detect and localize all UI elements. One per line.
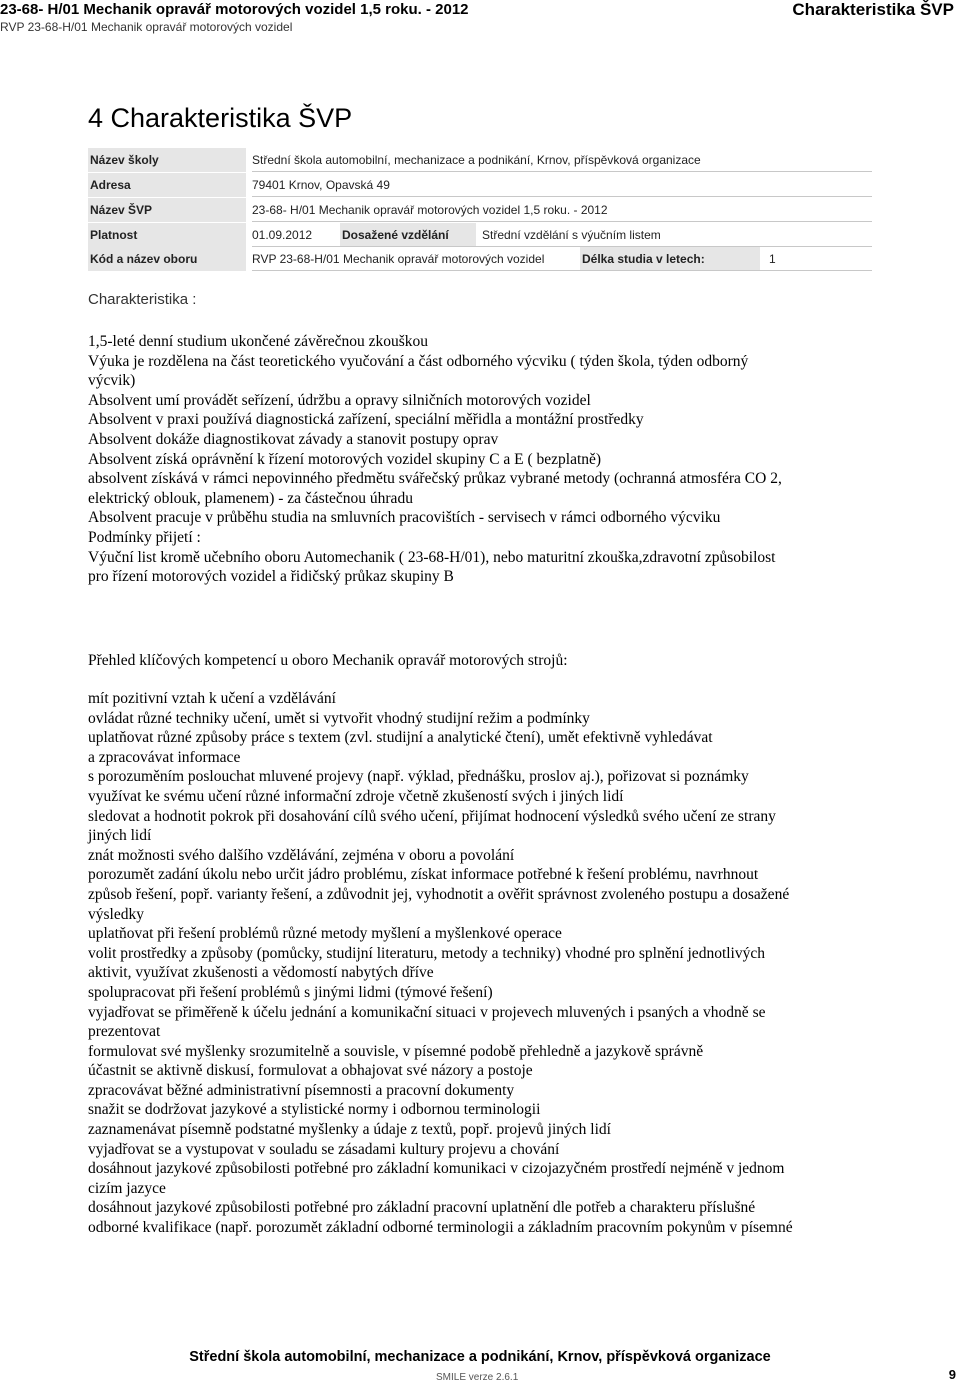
info-row-svp bbox=[88, 198, 872, 222]
text-line: Absolvent získá oprávnění k řízení motorových vozidel skupiny C a E ( bezplatně) bbox=[88, 450, 602, 468]
competence-line: znát možnosti svého dalšího vzdělávání, zejména v oboru a povolání bbox=[88, 846, 515, 864]
competence-line: a zpracovávat informace bbox=[88, 748, 241, 766]
competence-line: vyjadřovat se přiměřeně k účelu jednání a komunikační situaci v projevech mluvených i psaných a vhodně se bbox=[88, 1003, 766, 1021]
duration-label-cell bbox=[580, 247, 760, 271]
competence-line: snažit se dodržovat jazykové a stylistické normy i odbornou terminologii bbox=[88, 1101, 541, 1119]
competence-line: spolupracovat při řešení problémů s jinými lidmi (týmové řešení) bbox=[88, 983, 493, 1001]
header-section-name: Charakteristika ŠVP bbox=[792, 0, 954, 19]
competence-line: ovládat různé techniky učení, umět si vytvořit vhodný studijní režim a podmínky bbox=[88, 709, 590, 727]
row-divider bbox=[252, 196, 872, 197]
label-cell bbox=[88, 247, 246, 271]
text-line: absolvent získává v rámci nepovinného předmětu svářečský průkaz vybrané metody (ochranná atmosféra CO 2, bbox=[88, 470, 782, 488]
competences-heading-text: Přehled klíčových kompetencí u oboro Mechanik opravář motorových strojů: bbox=[88, 652, 568, 669]
label-cell bbox=[88, 148, 246, 172]
competence-line: způsob řešení, popř. varianty řešení, a zdůvodnit jej, vyhodnotit a ověřit správnost zvoleného postupu a dosažené bbox=[88, 885, 790, 903]
competence-line: formulovat své myšlenky srozumitelně a souvisle, v písemné podobě přehledně a jazykově správně bbox=[88, 1042, 704, 1060]
competence-line: aktivit, využívat zkušenosti a vědomostí nabytých dříve bbox=[88, 964, 434, 982]
competence-line: uplatňovat při řešení problémů různé metody myšlení a myšlenkové operace bbox=[88, 925, 562, 943]
row-divider bbox=[252, 270, 872, 271]
school-value: Střední škola automobilní, mechanizace a podnikání, Krnov, příspěvková organizace bbox=[252, 153, 701, 167]
row-divider bbox=[252, 221, 872, 222]
validity-value: 01.09.2012 bbox=[252, 228, 313, 242]
header-program-title: 23-68- H/01 Mechanik opravář motorových vozidel 1,5 roku. - 2012 bbox=[0, 1, 469, 18]
field-label: Kód a název oboru bbox=[90, 252, 198, 266]
competence-line: odborné kvalifikace (např. porozumět základní odborné terminologii a základním pracovním pokynům v písemné bbox=[88, 1219, 793, 1237]
competence-line: výsledky bbox=[88, 905, 144, 923]
competences-heading bbox=[88, 651, 872, 671]
competence-line: prezentovat bbox=[88, 1023, 161, 1041]
text-line: Absolvent dokáže diagnostikovat závady a stanovit postupy oprav bbox=[88, 430, 499, 448]
text-line: Výuční list kromě učebního oboru Automechanik ( 23-68-H/01), nebo maturitní zkouška,zdravotní způsobilost bbox=[88, 548, 776, 566]
header-rvp-title: RVP 23-68-H/01 Mechanik opravář motorových vozidel bbox=[0, 20, 293, 34]
text-line: pro řízení motorových vozidel a řidičský průkaz skupiny B bbox=[88, 568, 454, 586]
duration-value: 1 bbox=[769, 252, 776, 266]
competences-list bbox=[88, 689, 872, 1238]
label-cell bbox=[88, 198, 246, 222]
page-title: 4 Charakteristika ŠVP bbox=[88, 103, 353, 133]
page-header bbox=[0, 0, 960, 36]
competence-line: sledovat a hodnotit pokrok při dosahování cílů svého učení, přijímat hodnocení výsledků svého učení ze strany bbox=[88, 807, 776, 825]
field-value: RVP 23-68-H/01 Mechanik opravář motorových vozidel bbox=[252, 252, 545, 266]
competence-line: zpracovávat běžné administrativní písemnosti a pracovní dokumenty bbox=[88, 1081, 515, 1099]
text-line: Absolvent pracuje v průběhu studia na smluvních pracovištích - servisech v rámci odborného výcviku bbox=[88, 509, 721, 527]
label-cell bbox=[88, 173, 246, 197]
characteristics-heading: Charakteristika : bbox=[88, 291, 197, 308]
text-line: 1,5-leté denní studium ukončené závěrečnou zkouškou bbox=[88, 333, 429, 350]
text-line: Podmínky přijetí : bbox=[88, 528, 201, 546]
competence-line: využívat ke svému učení různé informační zdroje včetně zkušeností svých i jiných lidí bbox=[88, 787, 624, 805]
education-label: Dosažené vzdělání bbox=[342, 228, 449, 242]
characteristics-text bbox=[88, 332, 872, 587]
svp-label: Název ŠVP bbox=[90, 203, 153, 217]
address-label: Adresa bbox=[90, 178, 131, 192]
footer-version: SMILE verze 2.6.1 bbox=[436, 1372, 519, 1383]
competence-line: jiných lidí bbox=[88, 827, 152, 845]
competence-line: dosáhnout jazykové způsobilosti potřebné pro základní komunikaci v cizojazyčném prostředí nejméně v jednom bbox=[88, 1160, 785, 1178]
address-value: 79401 Krnov, Opavská 49 bbox=[252, 178, 390, 192]
text-line: Výuka je rozdělena na část teoretického vyučování a část odborného výcviku ( týden škola, týden odborný bbox=[88, 352, 749, 370]
text-line: Absolvent v praxi používá diagnostická zařízení, speciální měřidla a montážní prostředky bbox=[88, 411, 644, 429]
duration-label: Délka studia v letech: bbox=[582, 252, 705, 266]
competence-line: zaznamenávat písemně podstatné myšlenky a údaje z textů, popř. projevů jiných lidí bbox=[88, 1121, 611, 1139]
info-row-validity bbox=[88, 223, 872, 247]
text-line: výcvik) bbox=[88, 372, 136, 390]
page-number: 9 bbox=[948, 1367, 956, 1382]
competence-line: vyjadřovat se a vystupovat v souladu se zásadami kultury projevu a chování bbox=[88, 1140, 560, 1158]
svp-value: 23-68- H/01 Mechanik opravář motorových vozidel 1,5 roku. - 2012 bbox=[252, 203, 608, 217]
text-line: Absolvent umí provádět seřízení, údržbu a opravy silničních motorových vozidel bbox=[88, 391, 591, 409]
label-cell bbox=[88, 223, 246, 247]
info-row-field bbox=[88, 247, 872, 271]
info-row-school bbox=[88, 148, 872, 172]
row-divider bbox=[252, 171, 872, 172]
text-line: elektrický oblouk, plamenem) - za částečnou úhradu bbox=[88, 489, 413, 507]
education-label-cell bbox=[340, 223, 476, 247]
validity-label: Platnost bbox=[90, 228, 138, 242]
school-label: Název školy bbox=[90, 153, 159, 167]
education-value: Střední vzdělání s výučním listem bbox=[482, 228, 661, 242]
competence-line: volit prostředky a způsoby (pomůcky, studijní literaturu, metody a techniky) vhodné pro splnění jednotlivých bbox=[88, 944, 765, 962]
competence-line: dosáhnout jazykové způsobilosti potřebné pro základní pracovní uplatnění dle potřeb a charakteru příslušné bbox=[88, 1199, 756, 1217]
info-row-address bbox=[88, 173, 872, 197]
competence-line: mít pozitivní vztah k učení a vzdělávání bbox=[88, 690, 336, 707]
competence-line: s porozuměním poslouchat mluvené projevy (např. výklad, přednášku, proslov aj.), pořizovat si poznámky bbox=[88, 768, 749, 786]
competence-line: účastnit se aktivně diskusí, formulovat a obhajovat své názory a postoje bbox=[88, 1062, 533, 1080]
competence-line: cizím jazyce bbox=[88, 1179, 166, 1197]
footer-organization: Střední škola automobilní, mechanizace a podnikání, Krnov, příspěvková organizace bbox=[189, 1349, 771, 1365]
competence-line: uplatňovat různé způsoby práce s textem (zvl. studijní a analytické čtení), umět efektivně vyhledávat bbox=[88, 729, 713, 747]
competence-line: porozumět zadání úkolu nebo určit jádro problému, získat informace potřebné k řešení problému, navrhnout bbox=[88, 866, 759, 884]
